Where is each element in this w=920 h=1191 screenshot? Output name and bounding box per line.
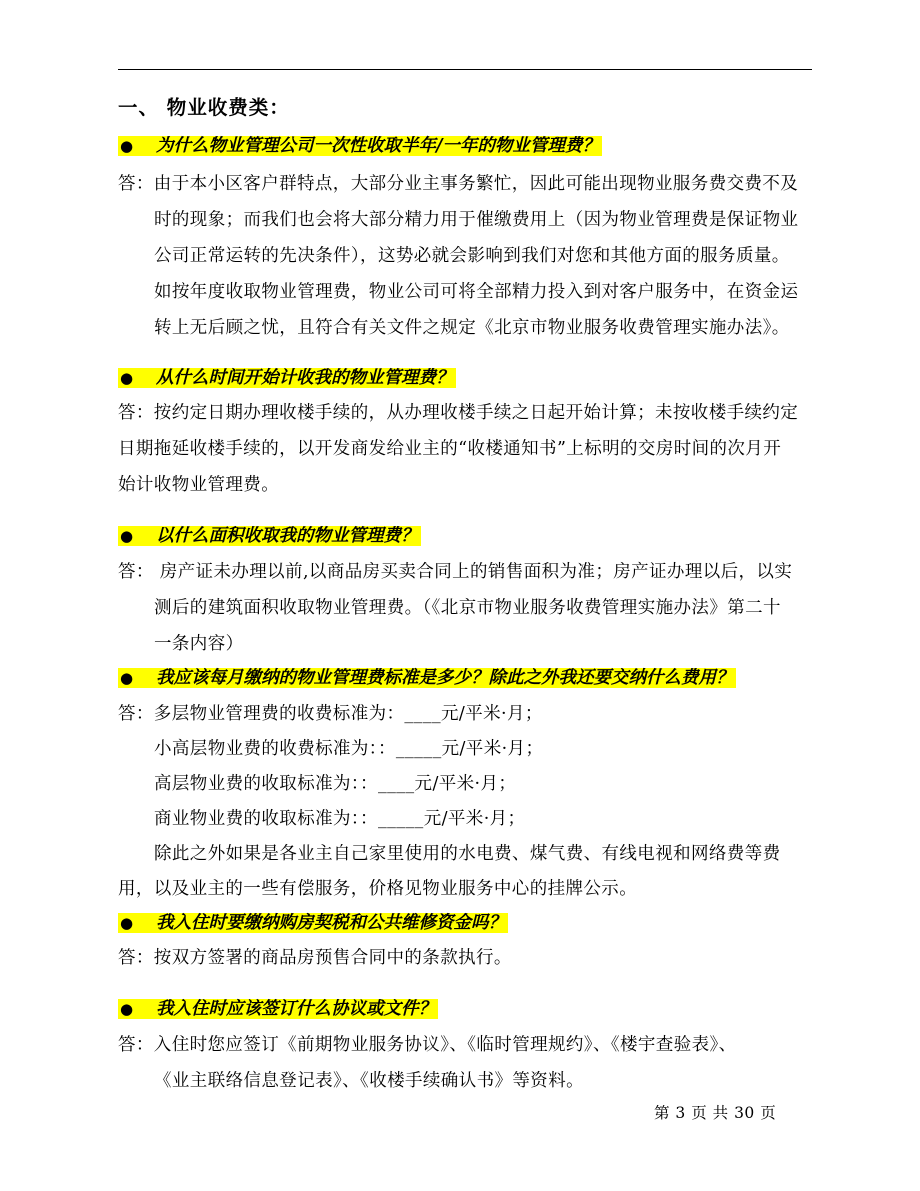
question-3-text: 以什么面积收取我的物业管理费？ <box>156 526 419 546</box>
question-2-text: 从什么时间开始计收我的物业管理费？ <box>156 368 454 388</box>
answer-4-line-1: 答：多层物业管理费的收费标准为：____元/平米·月； <box>118 704 543 724</box>
header-rule <box>118 69 812 70</box>
question-6-text: 我入住时应该签订什么协议或文件？ <box>156 999 436 1019</box>
answer-3-line-2: 测后的建筑面积收取物业管理费。（《北京市物业服务收费管理实施办法》第二十 <box>154 598 781 618</box>
question-4 <box>118 666 736 690</box>
answer-4-line-3: 高层物业费的收取标准为：：____元/平米·月； <box>154 774 517 794</box>
answer-3-line-1: 答： 房产证未办理以前,以商品房买卖合同上的销售面积为准；房产证办理以后，以实 <box>118 562 793 582</box>
section-title: 一、 物业收费类： <box>118 96 290 119</box>
answer-4-line-6: 用，以及业主的一些有偿服务，价格见物业服务中心的挂牌公示。 <box>118 879 638 899</box>
bullet-icon: ● <box>120 1000 134 1018</box>
answer-1-line-3: 公司正常运转的先决条件），这势必就会影响到我们对您和其他方面的服务质量。 <box>154 246 790 266</box>
bullet-icon: ● <box>120 369 134 387</box>
question-1 <box>118 134 602 158</box>
answer-1-line-4: 如按年度收取物业管理费，物业公司可将全部精力投入到对客户服务中，在资金运 <box>154 282 799 302</box>
answer-1-line-5: 转上无后顾之忧，且符合有关文件之规定《北京市物业服务收费管理实施办法》。 <box>154 318 790 338</box>
answer-1-line-2: 时的现象；而我们也会将大部分精力用于催缴费用上（因为物业管理费是保证物业 <box>154 210 799 230</box>
question-6 <box>118 997 438 1021</box>
answer-4-line-2: 小高层物业费的收费标准为：：_____元/平米·月； <box>154 739 544 759</box>
question-3 <box>118 524 421 548</box>
answer-1-line-1: 答：由于本小区客户群特点，大部分业主事务繁忙，因此可能出现物业服务费交费不及 <box>118 174 799 194</box>
answer-5-line-1: 答：按双方签署的商品房预售合同中的条款执行。 <box>118 948 512 968</box>
question-2 <box>118 366 456 390</box>
question-5-text: 我入住时要缴纳购房契税和公共维修资金吗？ <box>156 913 506 933</box>
answer-4-line-5: 除此之外如果是各业主自己家里使用的水电费、煤气费、有线电视和网络费等费 <box>154 844 781 864</box>
bullet-icon: ● <box>120 669 134 687</box>
answer-4-line-4: 商业物业费的收取标准为：：_____元/平米·月； <box>154 809 526 829</box>
answer-2-line-3: 始计收物业管理费。 <box>118 475 280 495</box>
question-1-text: 为什么物业管理公司一次性收取半年/一年的物业管理费？ <box>156 136 600 156</box>
answer-2-line-2: 日期拖延收楼手续的，以开发商发给业主的“收楼通知书”上标明的交房时间的次月开 <box>118 439 782 459</box>
bullet-icon: ● <box>120 527 134 545</box>
question-5 <box>118 911 508 935</box>
bullet-icon: ● <box>120 137 134 155</box>
answer-2-line-1: 答：按约定日期办理收楼手续的，从办理收楼手续之日起开始计算；未按收楼手续约定 <box>118 403 799 423</box>
answer-6-line-1: 答：入住时您应签订《前期物业服务协议》、《临时管理规约》、《楼宇查验表》、 <box>118 1035 737 1055</box>
question-4-text: 我应该每月缴纳的物业管理费标准是多少？除此之外我还要交纳什么费用？ <box>156 668 734 688</box>
answer-6-line-2: 《业主联络信息登记表》、《收楼手续确认书》等资料。 <box>154 1071 584 1091</box>
page-footer: 第 3 页 共 30 页 <box>654 1104 777 1122</box>
bullet-icon: ● <box>120 914 134 932</box>
answer-3-line-3: 一条内容） <box>154 634 244 654</box>
